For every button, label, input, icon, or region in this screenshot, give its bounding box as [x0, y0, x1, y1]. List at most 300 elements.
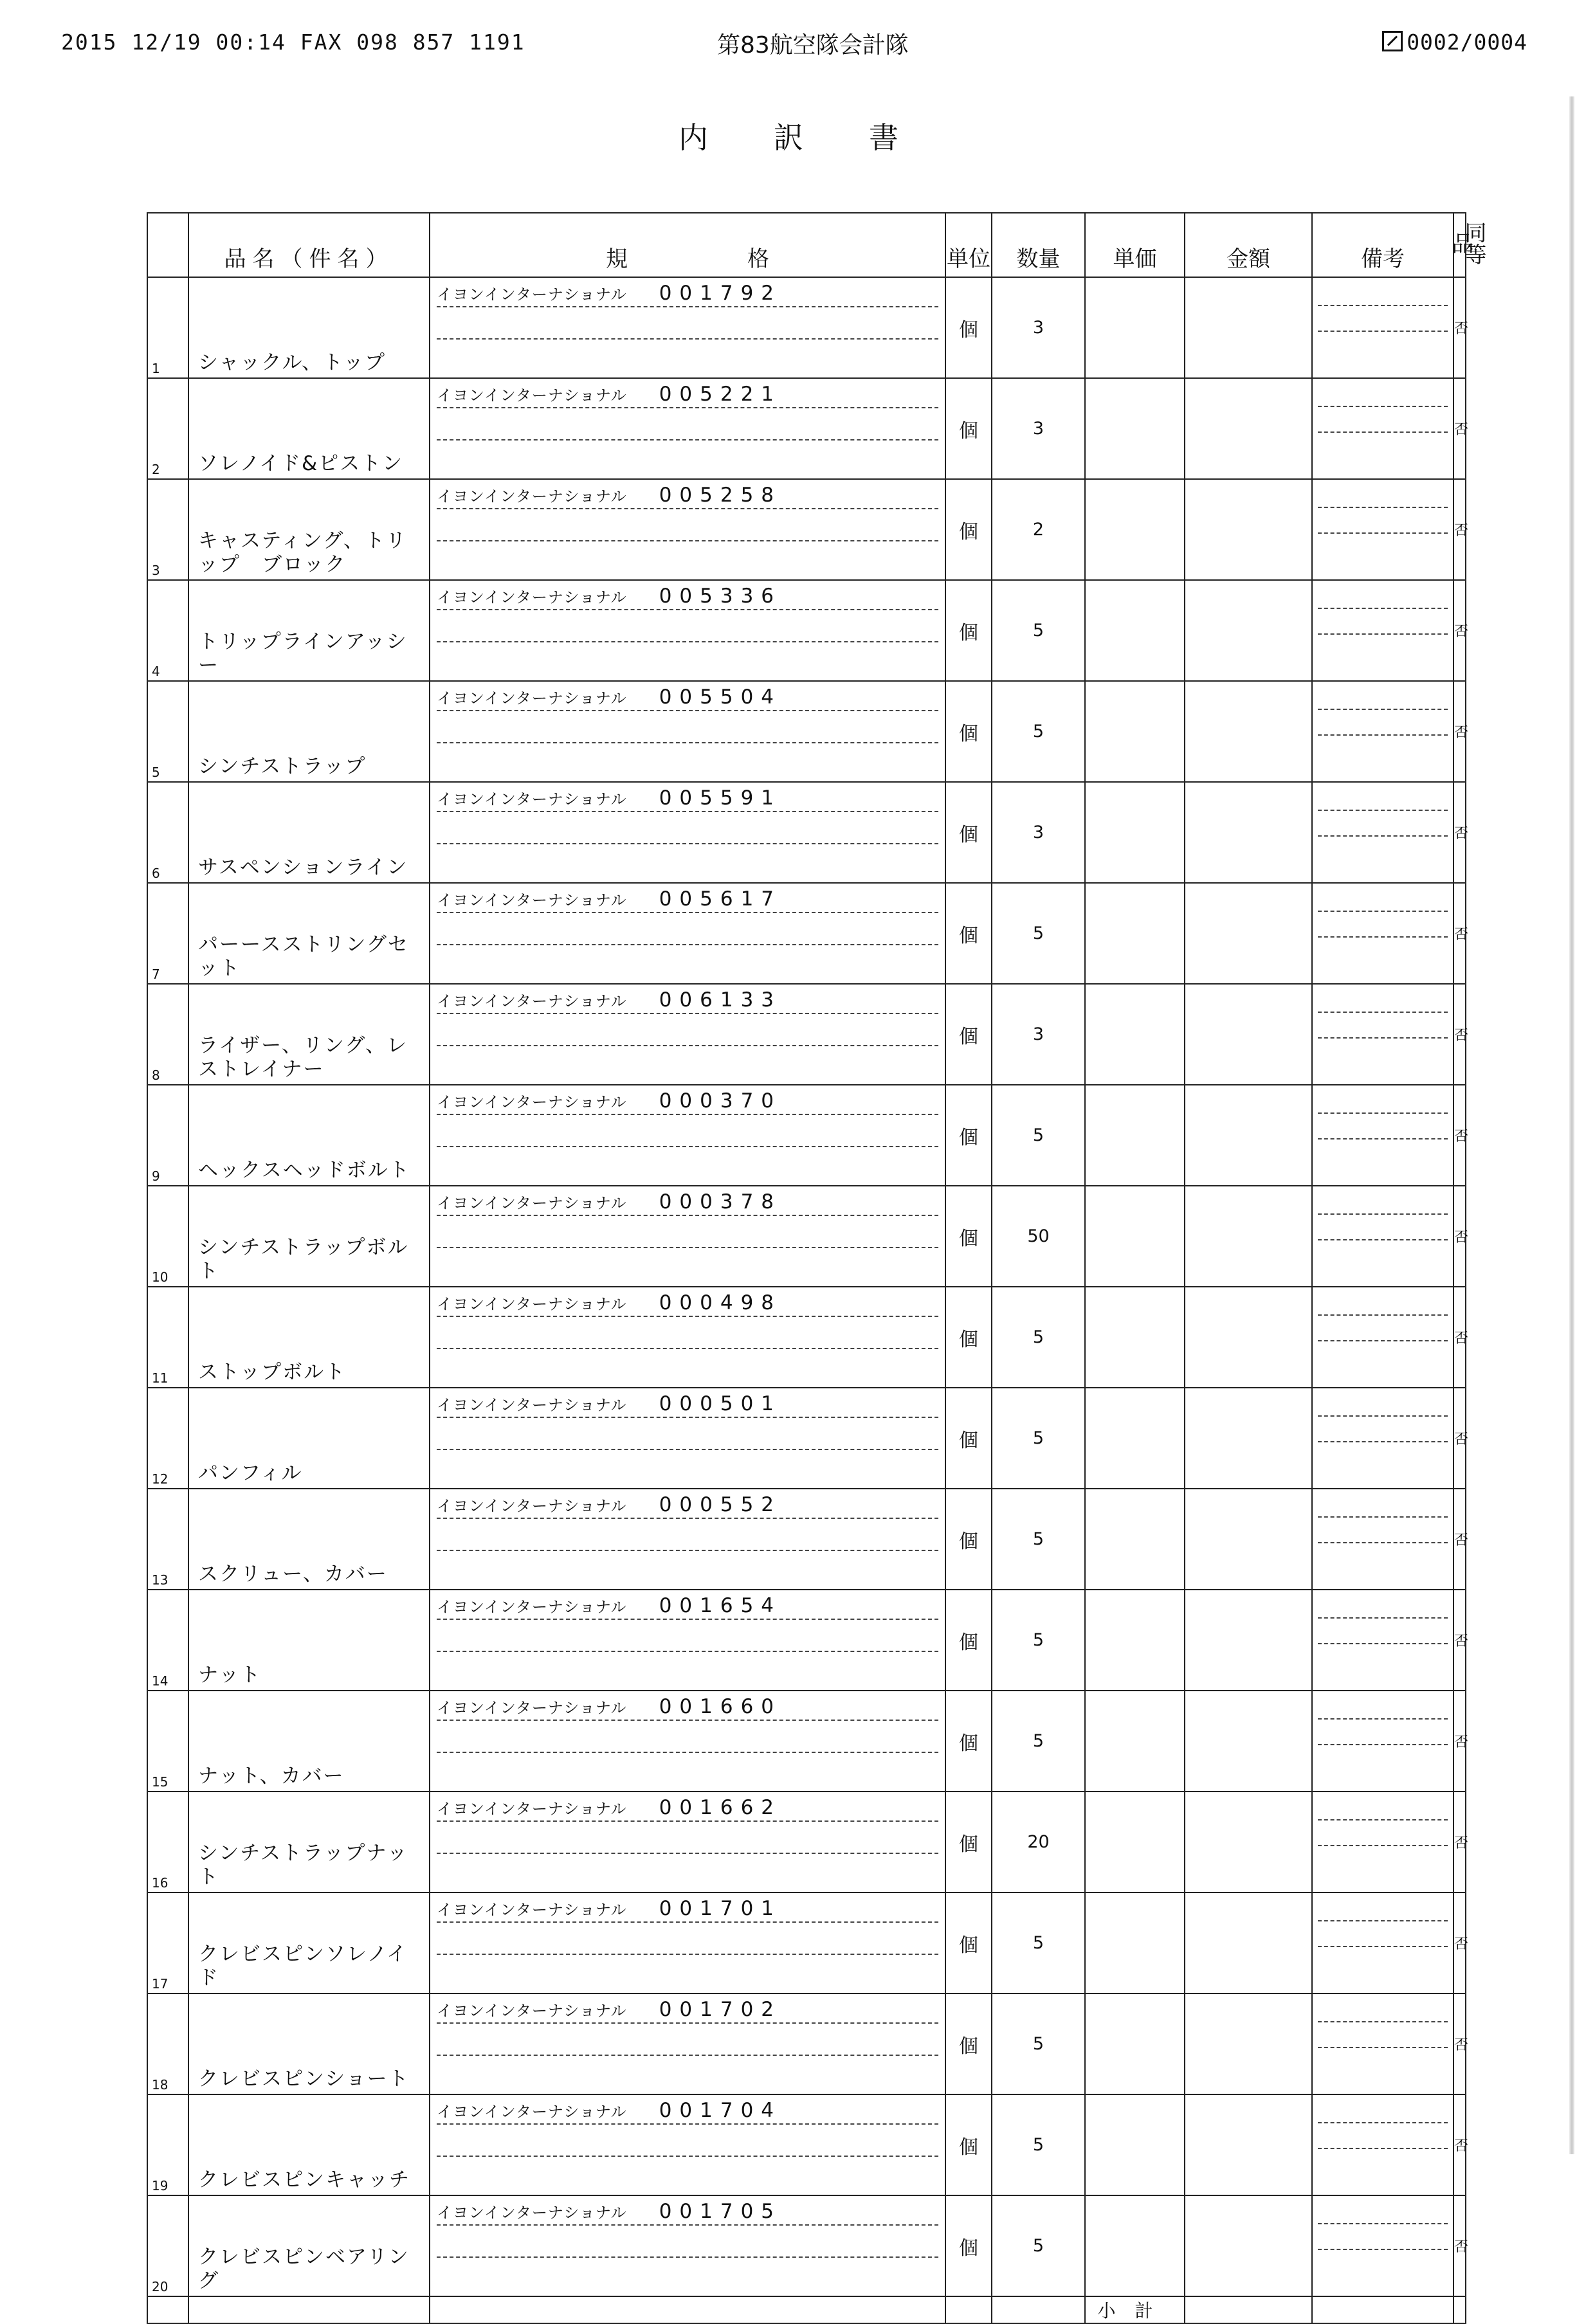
item-name: スクリュー、カバー: [198, 1563, 388, 1586]
unit-cell: 個: [945, 1085, 992, 1186]
row-number-cell: [147, 1287, 188, 1388]
table-row: [147, 984, 1466, 1085]
manufacturer-name: イヨンインターナショナル: [437, 286, 627, 304]
scan-edge-shadow: [1569, 96, 1574, 2154]
part-code: 001792: [659, 282, 782, 305]
specification-cell: [430, 883, 945, 984]
remarks-cell: [1312, 1590, 1454, 1691]
spec-blank-line: [437, 1525, 938, 1551]
specification-cell: [430, 1792, 945, 1893]
part-code: 005617: [659, 887, 782, 911]
part-code: 000370: [659, 1089, 782, 1112]
spec-line: [437, 988, 938, 1014]
remarks-line: [1318, 392, 1448, 407]
spec-blank-line: [437, 718, 938, 743]
spec-line: [437, 585, 938, 610]
unit-price-cell: [1085, 580, 1185, 681]
amount-cell: [1185, 1388, 1312, 1489]
item-name: ナット: [198, 1664, 262, 1687]
header-item-name: 品名（件名）: [188, 213, 430, 277]
part-code: 006133: [659, 988, 782, 1012]
unit-cell: 個: [945, 2094, 992, 2195]
quantity-cell: 5: [992, 1388, 1085, 1489]
table-row: [147, 1287, 1466, 1388]
unit-cell: 個: [945, 580, 992, 681]
equivalent-cell: 否: [1454, 984, 1466, 1085]
remarks-line: [1318, 2108, 1448, 2123]
amount-cell: [1185, 883, 1312, 984]
item-name: クレビスピンキャッチ: [198, 2168, 410, 2192]
unit-cell: 個: [945, 1993, 992, 2094]
document-title: 内 訳 書: [679, 120, 916, 155]
row-number: 12: [152, 1471, 169, 1487]
table-row: [147, 1186, 1466, 1287]
item-name: シャックル、トップ: [198, 351, 387, 374]
amount-cell: [1185, 1792, 1312, 1893]
remarks-cell: [1312, 277, 1454, 378]
item-name-cell: [188, 1085, 430, 1186]
unit-cell: 個: [945, 883, 992, 984]
spec-line: [437, 786, 938, 812]
remarks-line: [1318, 896, 1448, 912]
specification-cell: [430, 2094, 945, 2195]
item-name-cell: [188, 1691, 430, 1792]
row-number: 14: [152, 1673, 169, 1689]
specification-cell: [430, 277, 945, 378]
row-number-cell: [147, 883, 188, 984]
equivalent-cell: 否: [1454, 1590, 1466, 1691]
amount-cell: [1185, 2195, 1312, 2296]
part-code: 005591: [659, 786, 782, 810]
part-code: 001662: [659, 1796, 782, 1819]
row-number: 8: [152, 1067, 160, 1083]
remarks-line: [1318, 795, 1448, 811]
unit-price-cell: [1085, 681, 1185, 782]
specification-cell: [430, 1186, 945, 1287]
amount-cell: [1185, 1993, 1312, 2094]
item-name-cell: [188, 1590, 430, 1691]
amount-cell: [1185, 1893, 1312, 1993]
item-name-cell: [188, 883, 430, 984]
remarks-line: [1318, 1906, 1448, 1921]
quantity-cell: 2: [992, 479, 1085, 580]
amount-cell: [1185, 1186, 1312, 1287]
unit-cell: 個: [945, 1186, 992, 1287]
unit-price-cell: [1085, 2094, 1185, 2195]
quantity-cell: 5: [992, 1489, 1085, 1590]
manufacturer-name: イヨンインターナショナル: [437, 2204, 627, 2222]
item-name: ライザー、リング、レストレイナー: [198, 1034, 408, 1081]
spec-blank-line: [437, 1727, 938, 1753]
quantity-cell: 5: [992, 1691, 1085, 1792]
table-row: [147, 2094, 1466, 2195]
item-name-cell: [188, 1489, 430, 1590]
spec-blank-line: [437, 1323, 938, 1349]
spec-blank-line: [437, 314, 938, 340]
unit-price-cell: [1085, 984, 1185, 1085]
row-number-cell: [147, 1691, 188, 1792]
item-name-cell: [188, 1186, 430, 1287]
table-row: [147, 378, 1466, 479]
row-number-cell: [147, 1993, 188, 2094]
unit-cell: 個: [945, 1287, 992, 1388]
subtotal-amount-cell: [1185, 2296, 1312, 2323]
amount-cell: [1185, 1287, 1312, 1388]
row-number: 1: [152, 361, 160, 376]
spec-blank-line: [437, 516, 938, 541]
remarks-line: [1318, 1023, 1448, 1039]
spec-blank-line: [437, 1222, 938, 1248]
manufacturer-name: イヨンインターナショナル: [437, 1699, 627, 1717]
remarks-line: [1318, 1603, 1448, 1619]
remarks-cell: [1312, 681, 1454, 782]
item-name: パーースストリングセット: [198, 933, 409, 980]
quantity-cell: 5: [992, 580, 1085, 681]
row-number: 17: [152, 1976, 169, 1992]
item-name-cell: [188, 277, 430, 378]
unit-cell: 個: [945, 1691, 992, 1792]
quantity-cell: 5: [992, 1287, 1085, 1388]
specification-cell: [430, 378, 945, 479]
fax-page-counter: [1382, 30, 1527, 55]
equivalent-cell: 否: [1454, 1085, 1466, 1186]
spec-blank-line: [437, 415, 938, 440]
equivalent-cell: 否: [1454, 2094, 1466, 2195]
unit-cell: 個: [945, 1388, 992, 1489]
item-name: ヘックスヘッドボルト: [198, 1159, 410, 1182]
row-number-cell: [147, 1085, 188, 1186]
item-name-cell: [188, 984, 430, 1085]
remarks-cell: [1312, 1186, 1454, 1287]
fax-transmission-info: 2015 12/19 00:14 FAX 098 857 1191: [61, 30, 525, 55]
specification-cell: [430, 681, 945, 782]
unit-price-cell: [1085, 1388, 1185, 1489]
subtotal-label: 小計: [1085, 2296, 1185, 2323]
row-number: 15: [152, 1774, 169, 1790]
remarks-cell: [1312, 1792, 1454, 1893]
item-name: キャスティング、トリップ ブロック: [198, 529, 408, 576]
part-code: 005258: [659, 484, 782, 507]
quantity-cell: 5: [992, 883, 1085, 984]
subtotal-qty-cell: [992, 2296, 1085, 2323]
remarks-line: [1318, 1300, 1448, 1316]
part-code: 000498: [659, 1291, 782, 1314]
fax-page-number: 0002/0004: [1407, 30, 1527, 55]
header-number: [147, 213, 188, 277]
unit-price-cell: [1085, 2195, 1185, 2296]
remarks-line: [1318, 922, 1448, 938]
amount-cell: [1185, 277, 1312, 378]
remarks-line: [1318, 417, 1448, 433]
manufacturer-name: イヨンインターナショナル: [437, 1194, 627, 1212]
manufacturer-name: イヨンインターナショナル: [437, 1396, 627, 1414]
item-name-cell: [188, 2195, 430, 2296]
spec-line: [437, 2200, 938, 2226]
item-name: ナット、カバー: [198, 1765, 345, 1788]
row-number: 10: [152, 1269, 169, 1285]
remarks-line: [1318, 493, 1448, 508]
remarks-cell: [1312, 479, 1454, 580]
specification-cell: [430, 479, 945, 580]
quantity-cell: 3: [992, 782, 1085, 883]
row-number: 16: [152, 1875, 169, 1891]
row-number-cell: [147, 1489, 188, 1590]
spec-line: [437, 282, 938, 307]
spec-line: [437, 1392, 938, 1418]
header-quantity: 数量: [992, 213, 1085, 277]
manufacturer-name: イヨンインターナショナル: [437, 1598, 627, 1616]
spec-blank-line: [437, 920, 938, 945]
unit-cell: 個: [945, 1893, 992, 1993]
remarks-line: [1318, 291, 1448, 306]
specification-cell: [430, 782, 945, 883]
quantity-cell: 5: [992, 2195, 1085, 2296]
table-row: [147, 1691, 1466, 1792]
quantity-cell: 3: [992, 984, 1085, 1085]
equivalent-cell: 否: [1454, 1993, 1466, 2094]
equivalent-cell: 否: [1454, 378, 1466, 479]
itemized-statement-table: [147, 212, 1486, 2324]
quantity-cell: 5: [992, 2094, 1085, 2195]
row-number: 11: [152, 1370, 169, 1386]
item-name: クレビスピンベアリング: [198, 2246, 410, 2292]
table-row: [147, 1590, 1466, 1691]
spec-line: [437, 1190, 938, 1216]
remarks-cell: [1312, 1993, 1454, 2094]
remarks-line: [1318, 1326, 1448, 1341]
remarks-line: [1318, 1199, 1448, 1215]
table-row: [147, 1489, 1466, 1590]
row-number-cell: [147, 277, 188, 378]
row-number: 2: [152, 462, 160, 477]
remarks-line: [1318, 720, 1448, 736]
remarks-line: [1318, 1528, 1448, 1543]
manufacturer-name: イヨンインターナショナル: [437, 1497, 627, 1515]
manufacturer-name: イヨンインターナショナル: [437, 689, 627, 707]
manufacturer-name: イヨンインターナショナル: [437, 992, 627, 1010]
equivalent-cell: 否: [1454, 2195, 1466, 2296]
row-number-cell: [147, 2094, 188, 2195]
specification-cell: [430, 1893, 945, 1993]
unit-cell: 個: [945, 1792, 992, 1893]
part-code: 005504: [659, 685, 782, 709]
item-name-cell: [188, 2094, 430, 2195]
part-code: 005221: [659, 383, 782, 406]
part-code: 000378: [659, 1190, 782, 1213]
remarks-line: [1318, 2235, 1448, 2250]
row-number-cell: [147, 681, 188, 782]
equivalent-cell: 否: [1454, 782, 1466, 883]
unit-price-cell: [1085, 277, 1185, 378]
spec-line: [437, 1594, 938, 1620]
table-row: [147, 580, 1466, 681]
fax-page-icon: [1382, 31, 1403, 51]
table-row: [147, 1388, 1466, 1489]
row-number-cell: [147, 1792, 188, 1893]
row-number-cell: [147, 1893, 188, 1993]
specification-cell: [430, 984, 945, 1085]
table-row: [147, 883, 1466, 984]
manufacturer-name: イヨンインターナショナル: [437, 386, 627, 404]
row-number-cell: [147, 782, 188, 883]
item-name-cell: [188, 1792, 430, 1893]
subtotal-spec-cell: [430, 2296, 945, 2323]
subtotal-name-cell: [188, 2296, 430, 2323]
row-number-cell: [147, 378, 188, 479]
remarks-line: [1318, 2033, 1448, 2048]
part-code: 001701: [659, 1897, 782, 1920]
item-name: サスペンションライン: [198, 856, 408, 879]
equivalent-cell: 否: [1454, 681, 1466, 782]
equivalent-cell: 否: [1454, 1893, 1466, 1993]
remarks-line: [1318, 594, 1448, 609]
remarks-line: [1318, 1730, 1448, 1745]
fax-sender-name: 第83航空隊会計隊: [717, 32, 909, 59]
table-body: [147, 277, 1469, 2323]
remarks-line: [1318, 2134, 1448, 2149]
remarks-cell: [1312, 580, 1454, 681]
part-code: 001660: [659, 1695, 782, 1718]
spec-line: [437, 484, 938, 509]
amount-cell: [1185, 1590, 1312, 1691]
remarks-line: [1318, 1805, 1448, 1820]
amount-cell: [1185, 1085, 1312, 1186]
spec-line: [437, 1998, 938, 2024]
remarks-cell: [1312, 1388, 1454, 1489]
spec-blank-line: [437, 617, 938, 642]
unit-cell: 個: [945, 479, 992, 580]
unit-cell: 個: [945, 277, 992, 378]
spec-line: [437, 1493, 938, 1519]
item-name-cell: [188, 378, 430, 479]
header-equivalent: 同等品: [1454, 213, 1466, 277]
item-name: パンフィル: [198, 1462, 303, 1485]
specification-cell: [430, 1590, 945, 1691]
row-number: 20: [152, 2279, 169, 2294]
table-row: [147, 1993, 1466, 2094]
item-name-cell: [188, 782, 430, 883]
part-code: 001705: [659, 2200, 782, 2223]
manufacturer-name: イヨンインターナショナル: [437, 2103, 627, 2121]
remarks-line: [1318, 997, 1448, 1013]
quantity-cell: 20: [992, 1792, 1085, 1893]
remarks-cell: [1312, 2094, 1454, 2195]
fax-header: [61, 24, 1527, 60]
remarks-line: [1318, 1932, 1448, 1947]
subtotal-number-cell: [147, 2296, 188, 2323]
unit-price-cell: [1085, 1590, 1185, 1691]
spec-line: [437, 887, 938, 913]
spec-blank-line: [437, 2131, 938, 2157]
remarks-cell: [1312, 2195, 1454, 2296]
header-remarks: 備考: [1312, 213, 1454, 277]
unit-cell: 個: [945, 984, 992, 1085]
manufacturer-name: イヨンインターナショナル: [437, 588, 627, 606]
table-row: [147, 1085, 1466, 1186]
remarks-line: [1318, 1225, 1448, 1240]
item-name: ソレノイド&ピストン: [198, 452, 404, 475]
remarks-line: [1318, 1427, 1448, 1442]
spec-blank-line: [437, 2030, 938, 2056]
item-name-cell: [188, 1388, 430, 1489]
table-row: [147, 681, 1466, 782]
specification-cell: [430, 1993, 945, 2094]
quantity-cell: 5: [992, 1993, 1085, 2094]
item-name: トリップラインアッシー: [198, 630, 408, 677]
remarks-cell: [1312, 1691, 1454, 1792]
manufacturer-name: イヨンインターナショナル: [437, 790, 627, 808]
spec-line: [437, 1089, 938, 1115]
unit-price-cell: [1085, 479, 1185, 580]
amount-cell: [1185, 378, 1312, 479]
remarks-line: [1318, 1098, 1448, 1114]
unit-price-cell: [1085, 1993, 1185, 2094]
row-number-cell: [147, 580, 188, 681]
subtotal-remarks-cell: [1312, 2296, 1454, 2323]
unit-price-cell: [1085, 1489, 1185, 1590]
equivalent-cell: 否: [1454, 580, 1466, 681]
unit-price-cell: [1085, 1085, 1185, 1186]
unit-cell: 個: [945, 378, 992, 479]
unit-price-cell: [1085, 1792, 1185, 1893]
row-number: 13: [152, 1572, 169, 1588]
row-number-cell: [147, 479, 188, 580]
quantity-cell: 5: [992, 1893, 1085, 1993]
remarks-line: [1318, 694, 1448, 710]
header-amount: 金額: [1185, 213, 1312, 277]
row-number: 6: [152, 866, 160, 881]
row-number: 9: [152, 1168, 160, 1184]
item-name-cell: [188, 1993, 430, 2094]
subtotal-unit-cell: [945, 2296, 992, 2323]
remarks-cell: [1312, 1489, 1454, 1590]
remarks-cell: [1312, 1287, 1454, 1388]
item-name: クレビスピンショート: [198, 2067, 410, 2091]
unit-cell: 個: [945, 782, 992, 883]
remarks-line: [1318, 316, 1448, 332]
spec-line: [437, 1695, 938, 1721]
item-name: シンチストラップボルト: [198, 1236, 409, 1283]
specification-cell: [430, 580, 945, 681]
equivalent-cell: 否: [1454, 1792, 1466, 1893]
spec-blank-line: [437, 1021, 938, 1046]
table-row: [147, 782, 1466, 883]
unit-price-cell: [1085, 378, 1185, 479]
quantity-cell: 3: [992, 277, 1085, 378]
unit-cell: 個: [945, 2195, 992, 2296]
spec-line: [437, 1796, 938, 1822]
specification-cell: [430, 1085, 945, 1186]
equivalent-cell: 否: [1454, 1489, 1466, 1590]
quantity-cell: 5: [992, 1085, 1085, 1186]
amount-cell: [1185, 681, 1312, 782]
table-row: [147, 1792, 1466, 1893]
row-number-cell: [147, 1186, 188, 1287]
unit-cell: 個: [945, 1489, 992, 1590]
remarks-line: [1318, 1401, 1448, 1417]
remarks-cell: [1312, 1085, 1454, 1186]
part-code: 001702: [659, 1998, 782, 2021]
item-name-cell: [188, 580, 430, 681]
manufacturer-name: イヨンインターナショナル: [437, 1800, 627, 1818]
remarks-cell: [1312, 378, 1454, 479]
equivalent-cell: 否: [1454, 1186, 1466, 1287]
amount-cell: [1185, 580, 1312, 681]
subtotal-equivalent-cell: [1454, 2296, 1466, 2323]
row-number-cell: [147, 1388, 188, 1489]
equivalent-cell: 否: [1454, 883, 1466, 984]
row-number-cell: [147, 984, 188, 1085]
